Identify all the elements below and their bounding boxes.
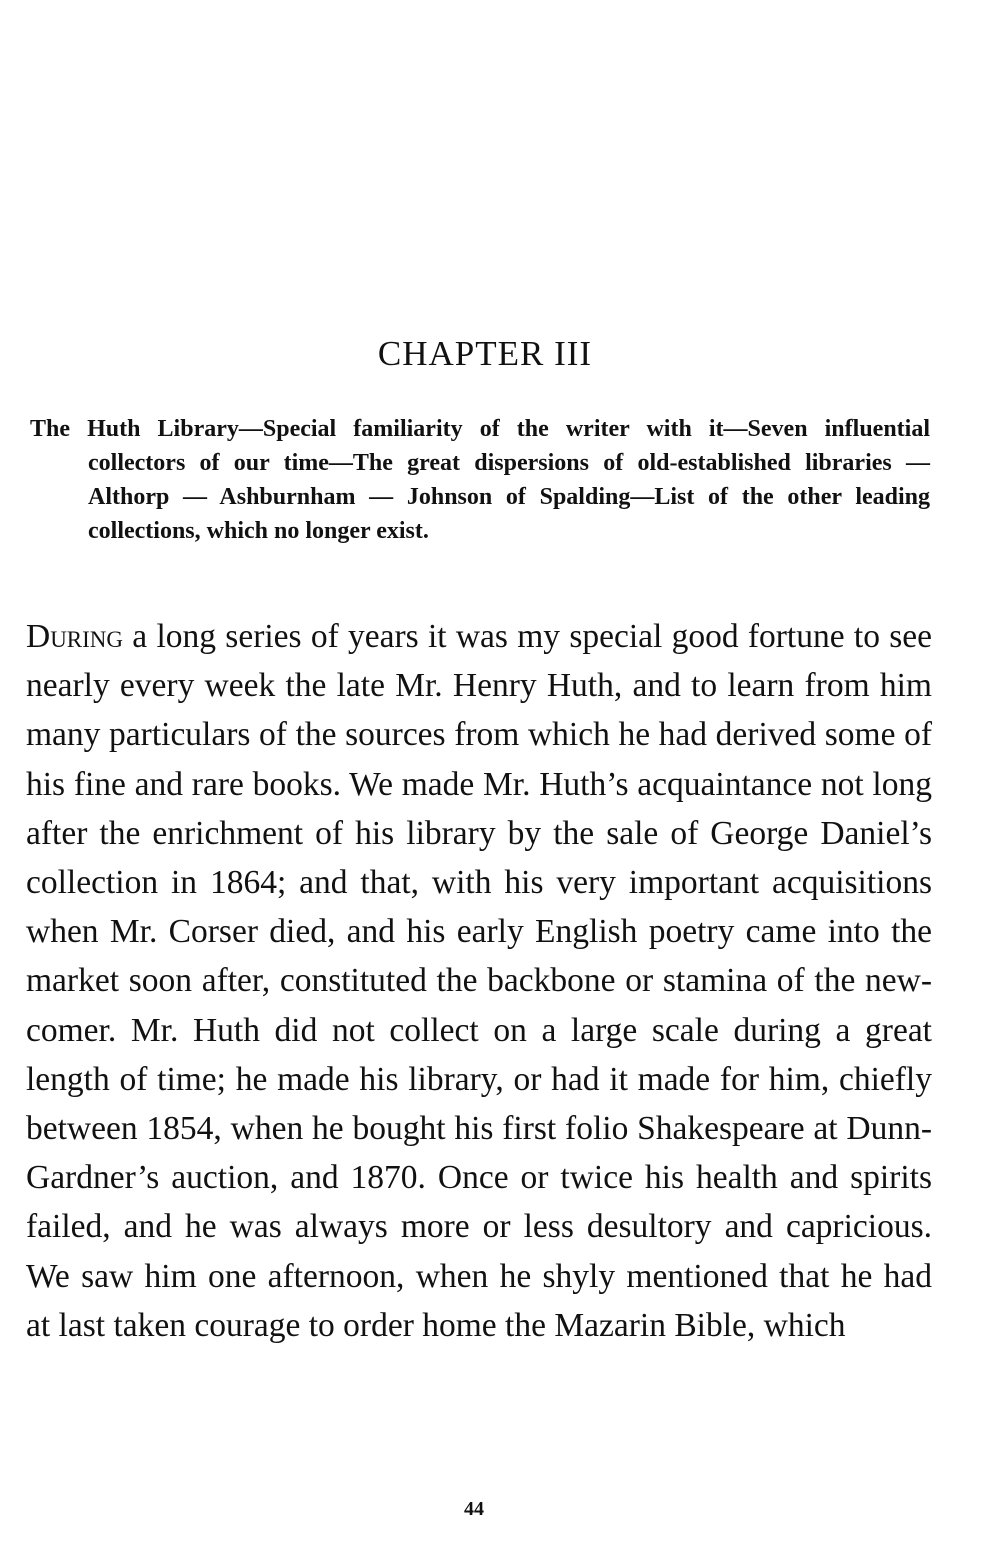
- page-number: 44: [464, 1498, 484, 1520]
- opening-word: During: [26, 618, 124, 655]
- body-paragraph-text: a long series of years it was my special good fortune to see nearly every week the late Mr. Henry Huth, and to learn from him many particulars of the sources from which he had derived some of his fine and rare books. We made Mr. Huth’s acquaintance not long after the enrichment of his library by the sale of George Daniel’s collection in 1864; and that, with his very important acquisitions when Mr. Corser died, and his early English poetry came into the market soon after, constituted the backbone or stamina of the new-comer. Mr. Huth did not collect on a large scale during a great length of time; he made his library, or had it made for him, chiefly between 1854, when he bought his first folio Shakespeare at Dunn-Gardner’s auction, and 1870. Once or twice his health and spirits failed, and he was always more or less desultory and capricious. We saw him one afternoon, when he shyly mentioned that he had at last taken courage to order home the Mazarin Bible, which: [26, 618, 932, 1344]
- chapter-synopsis: The Huth Library—Special familiarity of the writer with it—Seven influential collectors of our time—The great dispersions of old-established libraries — Althorp — Ashburnham — Johnson of Spalding—List of the other leading collections, which no longer exist.: [30, 416, 930, 544]
- body-paragraph: [26, 612, 932, 1350]
- chapter-heading: CHAPTER III: [377, 334, 593, 373]
